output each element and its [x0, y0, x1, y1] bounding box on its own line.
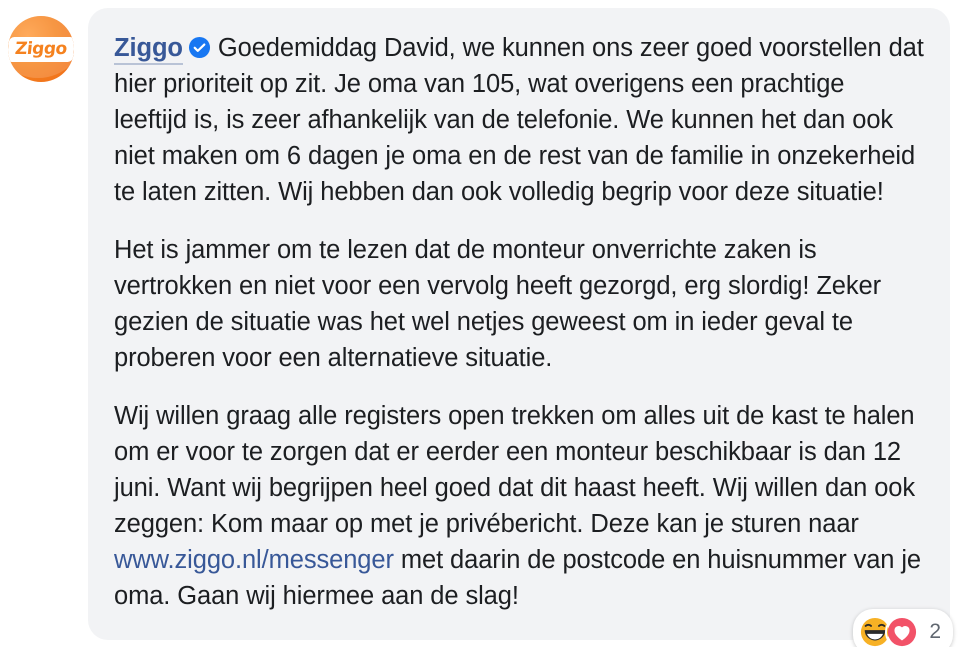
paragraph-3-after-link: met daarin de postcode en huisnummer van je oma. Gaan wij hiermee aan de slag! [114, 546, 922, 610]
author-link[interactable]: Ziggo [114, 34, 183, 65]
comment-paragraph-2: Het is jammer om te lezen dat de monteur onverrichte zaken is vertrokken en niet voor een vervolg heeft gezorgd, erg slordig! Zeker gezien de situatie was het wel netjes geweest om in ieder geval te proberen voor een alternatieve situatie. [114, 236, 882, 372]
messenger-link[interactable]: www.ziggo.nl/messenger [114, 546, 394, 574]
bottom-divider [0, 647, 971, 661]
avatar-label: Ziggo [8, 37, 74, 62]
avatar[interactable] [8, 16, 74, 82]
paragraph-3-before-link: Wij willen graag alle registers open trekken om alles uit de kast te halen om er voor te zorgen dat er eerder een monteur beschikbaar is dan 12 juni. Want wij begrijpen heel goed dat dit haast heeft. Wij willen dan ook zeggen: Kom maar op met je privébericht. Deze kan je sturen naar [114, 402, 916, 538]
comment-paragraph-1-text: Goedemiddag David, we kunnen ons zeer goed voorstellen dat hier prioriteit op zit. Je oma van 105, wat overigens een prachtige leeftijd is, is zeer afhankelijk van de telefonie. We kunnen het dan ook niet maken om 6 dagen je oma en de rest van de familie in onzekerheid te laten zitten. Wij hebben dan ook volledig begrip voor deze situatie! [114, 34, 924, 206]
verified-badge-icon [188, 33, 211, 56]
comment-paragraph-3 [114, 398, 924, 614]
reaction-count: 2 [929, 620, 941, 643]
comment-paragraph-1 [114, 30, 924, 210]
comment-bubble [88, 8, 950, 640]
comment-row [0, 8, 971, 640]
love-reaction-icon [885, 615, 919, 649]
